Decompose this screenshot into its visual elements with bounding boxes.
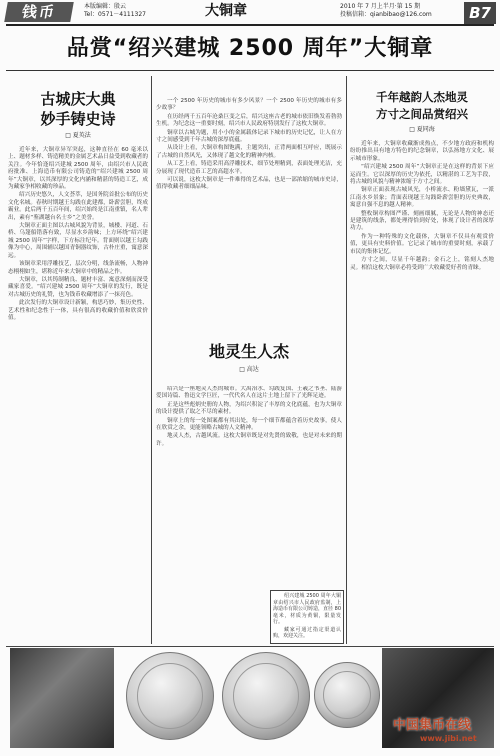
paragraph: 大铜章，以其铸制精良、题材丰富、寓意深刻而深受藏家喜爱。“绍兴建城 2500 周年”大铜章的发行，既是对古城历史的礼赞，也为钱币收藏增添了一抹亮色。 <box>8 276 148 298</box>
right-article <box>350 76 494 644</box>
paragraph: 一个 2500 年历史的城市有多少风景？一个 2500 年历史的城市有多少故事？ <box>156 98 342 112</box>
right-article-title-line2: 方寸之间品赏绍兴 <box>376 107 468 121</box>
email-line: 投稿信箱：qianbibao@126.com <box>340 11 432 18</box>
editor-line: 本版编辑：殷云 <box>84 3 127 10</box>
date-line: 2010 年 7 月上半月·第 15 期 <box>340 3 421 10</box>
paragraph: 正是这些彪炳史册的人物，为绍兴积淀了丰厚的文化底蕴，也为大铜章的设计提供了取之不尽的素材。 <box>156 401 342 416</box>
paragraph: 地灵人杰，古越风流。这枚大铜章既是对先贤的致敬，也是对未来的期许。 <box>156 433 342 447</box>
info-box-body <box>271 591 343 643</box>
page-header <box>0 0 500 28</box>
left-article <box>8 76 148 644</box>
paragraph: 绍兴是一座地灵人杰的城市。大禹治水、勾践复国、王羲之书圣、陆游爱国诗篇、鲁迅文学巨匠，一代代名人在这片土地上留下了光辉足迹。 <box>156 386 342 400</box>
paragraph: 整枚铜章构图严谨、刻画细腻，无论是人物的神态还是建筑的线条，都处理得恰到好处，体现了设计者的深厚功力。 <box>350 210 494 232</box>
left-article-byline: □ 夏英法 <box>65 132 91 139</box>
medal-reverse-image <box>222 652 310 740</box>
middle-article-title: 地灵生人杰 <box>208 342 289 361</box>
left-article-body <box>8 147 148 322</box>
main-headline: 品赏“绍兴建城 2500 周年”大铜章 <box>66 36 434 61</box>
paragraph: 从设计上看，大铜章构图饱满，主题突出，正背两面相互呼应，既展示了古城的自然风光，又体现了越文化的精神内核。 <box>156 145 342 159</box>
paragraph: 铜章正面表现古城风光，小桥流水、粉墙黛瓦，一派江南水乡景象；背面表现越王勾践卧薪尝胆的历史典故，寓意自强不息的越人精神。 <box>350 187 494 209</box>
info-box <box>270 590 344 644</box>
issue-info <box>340 3 432 19</box>
paragraph: 绍兴建城 2500 周年大铜章由绍兴市人民政府监制，上海造币有限公司铸造，直径 80 毫米，材质为黄铜，限量发行。 <box>273 593 341 625</box>
medal-small-image <box>314 662 380 728</box>
paragraph: 铜章上的每一处图案都有其出处，每一个细节都蕴含着历史故事，使人在欣赏之余，更能领略古城的人文精神。 <box>156 417 342 432</box>
headline-rule <box>6 70 494 71</box>
paragraph: 作为一种特殊的文化载体，大铜章不仅具有观赏价值，更具有史料价值。它记录了城市的重要时刻，承载了市民的集体记忆。 <box>350 233 494 255</box>
page-number-tag: B7 <box>464 2 496 24</box>
paragraph: 从工艺上看，铸造采用高浮雕技术，细节处理精到，表面处理光洁，充分展现了现代造币工艺的高超水平。 <box>156 161 342 175</box>
paragraph: 在历经两千五百年沧桑巨变之后，绍兴这座古老的城市依旧焕发着勃勃生机。为纪念这一重要时刻，绍兴市人民政府特别发行了这枚大铜章。 <box>156 113 342 128</box>
paper-logo: 钱币 <box>4 2 74 22</box>
right-article-title-line1: 千年越韵人杰地灵 <box>376 90 468 104</box>
medal-rim-ring <box>137 663 203 729</box>
left-article-title-line1: 古城庆大典 <box>40 90 116 108</box>
paragraph: 绍兴历史悠久，人文荟萃，是国务院首批公布的历史文化名城。春秋时期越王勾践在此建都，卧薪尝胆，终成霸业。此后两千五百年间，绍兴始终是江南重镇，名人辈出，素有“鉴湖越台名士乡”之美誉。 <box>8 192 148 221</box>
tel-line: Tel：0571－4111327 <box>84 11 146 18</box>
right-article-body <box>350 141 494 272</box>
paragraph: 近年来，大铜章异军突起，这种直径在 60 毫米以上、题材多样、铸造精美的金属艺术品日益受到收藏者的关注。今年恰逢绍兴建城 2500 周年，由绍兴市人民政府批准、上海造币有限公司铸造的“绍兴建城 2500 周年”大铜章，以其深厚的文化内涵和精湛的铸造工艺，成为藏家争相收藏的珍品。 <box>8 147 148 191</box>
column-divider <box>346 76 347 644</box>
medal-obverse-image <box>126 652 214 740</box>
medal-rim-ring <box>323 671 371 719</box>
bottom-rule <box>6 646 494 647</box>
right-article-byline: □ 夏同海 <box>409 126 435 133</box>
paragraph: 藏家可通过指定渠道认购，欢迎关注。 <box>273 626 341 639</box>
medal-images <box>118 648 380 748</box>
editor-info <box>84 3 146 19</box>
middle-article-byline: □ 高达 <box>239 366 259 373</box>
left-article-title-line2: 妙手铸史诗 <box>40 110 116 128</box>
section-title: 大铜章 <box>205 3 247 19</box>
paragraph: 近年来，大铜章收藏渐成热点，不少地方政府和机构纷纷推出具有地方特色的纪念铜章，以弘扬地方文化、展示城市形象。 <box>350 141 494 162</box>
paragraph: 铜章以古城为题，用小小的金属载体记录下城市的历史记忆，让人在方寸之间感受到千年古城的深厚底蕴。 <box>156 129 342 144</box>
medal-photo-right <box>382 648 494 748</box>
paragraph: 方寸之间，尽显千年越韵；金石之上，铭刻人杰地灵。相信这枚大铜章必将受到广大收藏爱好者的青睐。 <box>350 257 494 271</box>
header-rule <box>6 24 494 26</box>
middle-subarticle-heading <box>156 340 342 382</box>
paragraph: “绍兴建城 2500 周年”大铜章正是在这样的背景下应运而生。它以深厚的历史为依托，以精湛的工艺为手段，将古城的风貌与精神浓缩于方寸之间。 <box>350 164 494 186</box>
paragraph: 此次发行的大铜章设计新颖，构思巧妙，集历史性、艺术性和纪念性于一体，具有很高的收藏价值和欣赏价值。 <box>8 300 148 321</box>
site-watermark-url: www.jibi.net <box>420 734 477 743</box>
middle-article-body-top <box>156 98 342 192</box>
paragraph: 该铜章采用浮雕技艺，层次分明，线条流畅，人物神态栩栩如生，堪称近年来大铜章中的精品之作。 <box>8 261 148 275</box>
medal-rim-ring <box>233 663 299 729</box>
column-divider <box>151 76 152 644</box>
paragraph: 可以说，这枚大铜章是一件难得的艺术品，也是一部浓缩的城市史诗，值得收藏者细细品味。 <box>156 177 342 191</box>
paragraph: 大铜章正面主图以古城风貌为背景，城楼、河道、石桥、乌篷船错落有致，尽显水乡韵味；上方环绕“绍兴建城 2500 周年”字样，下方标注纪年。背面则以越王勾践像为中心，周围辅以越国青铜器纹饰，古朴庄重，寓意深远。 <box>8 223 148 259</box>
city-photo-left <box>10 648 114 748</box>
site-watermark: 中国集币在线 <box>393 718 472 733</box>
